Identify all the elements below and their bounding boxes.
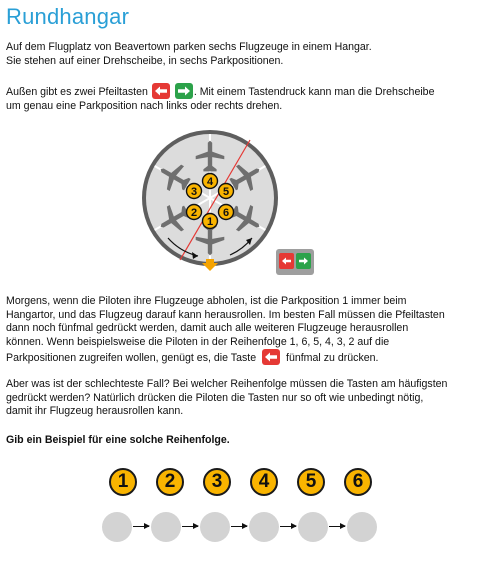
morning-line-5-before: Parkpositionen zugreifen wollen, genügt es, die Taste [6, 352, 257, 364]
number-badge-5[interactable]: 5 [297, 468, 325, 496]
morning-line-2: Hangartor, und das Flugzeug darauf kann herausrollen. Im besten Fall müssen die Pfeiltasten [6, 308, 445, 321]
morning-line-5-after: fünfmal zu drücken. [286, 352, 379, 364]
question-text [6, 378, 496, 419]
sequence-arrow [133, 526, 149, 527]
disc-position-5 [219, 184, 234, 199]
answer-sequence [95, 468, 395, 548]
number-badge-4[interactable]: 4 [250, 468, 278, 496]
sequence-arrow [280, 526, 296, 527]
morning-line-3: dann noch fünfmal gedrückt werden, damit auch alle weiteren Flugzeuge herausrollen [6, 322, 409, 334]
morning-line-5 [6, 349, 496, 366]
svg-text:1: 1 [206, 216, 214, 228]
svg-text:2: 2 [190, 207, 198, 219]
answer-slot-3[interactable] [200, 512, 230, 542]
arrow-keys-text [6, 83, 496, 113]
intro-line-1: Auf dem Flugplatz von Beavertown parken sechs Flugzeuge in einem Hangar. [6, 41, 372, 53]
number-badge-3[interactable]: 3 [203, 468, 231, 496]
left-arrow-button [262, 349, 280, 365]
disc-position-1 [203, 214, 218, 229]
intro-line-2: Sie stehen auf einer Drehscheibe, in sechs Parkpositionen. [6, 54, 284, 67]
answer-slot-6[interactable] [347, 512, 377, 542]
svg-text:5: 5 [222, 186, 230, 198]
arrow-keys-text-before: Außen gibt es zwei Pfeiltasten [6, 86, 148, 98]
morning-line-4: können. Wenn beispielsweise die Piloten in der Reihenfolge 1, 6, 5, 4, 3, 2 auf die [6, 335, 390, 348]
morning-line-1: Morgens, wenn die Piloten ihre Flugzeuge abholen, ist die Parkposition 1 immer beim [6, 295, 407, 307]
page-title: Rundhangar [6, 4, 130, 29]
disc-position-6 [219, 205, 234, 220]
svg-text:4: 4 [206, 176, 214, 188]
disc-position-2 [187, 205, 202, 220]
right-arrow-button [175, 83, 193, 99]
left-arrow-button [152, 83, 170, 99]
answer-slot-5[interactable] [298, 512, 328, 542]
svg-text:3: 3 [190, 186, 198, 198]
arrow-right-icon [175, 83, 193, 99]
disc-position-4 [203, 174, 218, 189]
svg-text:6: 6 [222, 207, 230, 219]
disc-position-3 [187, 184, 202, 199]
morning-text [6, 295, 496, 366]
turntable-diagram [140, 128, 280, 273]
sequence-arrow [231, 526, 247, 527]
task-text: Gib ein Beispiel für eine solche Reihenfolge. [6, 434, 230, 446]
arrow-keys-line-2: um genau eine Parkposition nach links oder rechts drehen. [6, 99, 283, 112]
question-line-3: damit ihr Flugzeug herausrollen kann. [6, 405, 184, 417]
intro-text [6, 41, 496, 68]
sequence-arrow [182, 526, 198, 527]
arrow-keys-line-1 [6, 83, 496, 100]
arrow-keys-text-after: . Mit einem Tastendruck kann man die Drehscheibe [193, 86, 435, 98]
arrow-left-icon [152, 83, 170, 99]
sequence-arrow [329, 526, 345, 527]
number-badge-1[interactable]: 1 [109, 468, 137, 496]
number-badge-6[interactable]: 6 [344, 468, 372, 496]
answer-slot-2[interactable] [151, 512, 181, 542]
arrow-left-icon [262, 349, 280, 365]
question-line-1: Aber was ist der schlechteste Fall? Bei welcher Reihenfolge müssen die Tasten am häufigsten [6, 378, 448, 390]
number-badge-2[interactable]: 2 [156, 468, 184, 496]
question-line-2: gedrückt werden? Natürlich drücken die Piloten die Tasten nur so oft wie unbedingt nötig, [6, 391, 424, 404]
arrow-button-panel [276, 249, 314, 275]
answer-slot-4[interactable] [249, 512, 279, 542]
answer-slot-1[interactable] [102, 512, 132, 542]
